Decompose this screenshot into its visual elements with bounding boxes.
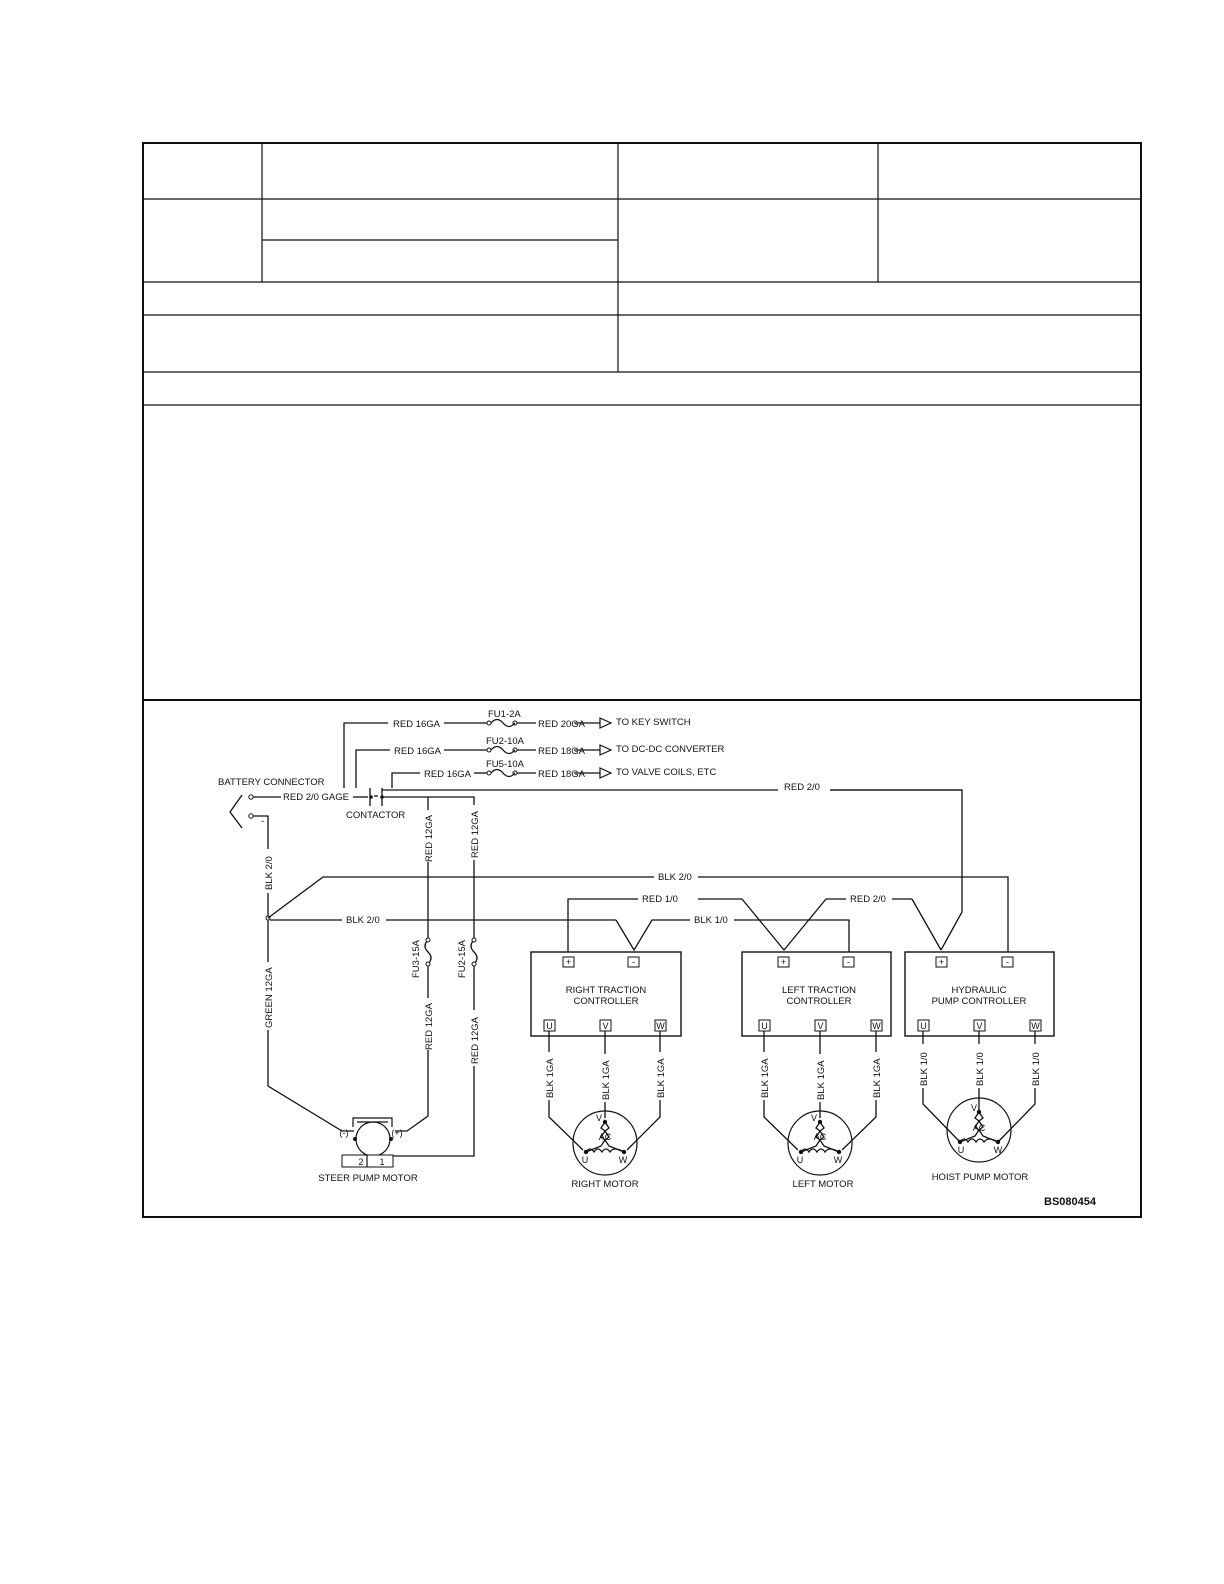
fuse-label-fu3: FU3-15A [411,939,422,978]
lm-phase-w-label: BLK 1GA [872,1058,883,1098]
ltc-label-line2: CONTROLLER [786,996,852,1007]
left-motor-label: LEFT MOTOR [792,1179,854,1190]
spm-pin2-label: 2 [358,1157,364,1167]
wire-label-green12: GREEN 12GA [264,967,275,1028]
ltc-u-terminal: U [761,1021,768,1031]
ltc-v-terminal: V [817,1021,824,1031]
lm-w-label: W [833,1155,843,1165]
wire-red2-0-to-hydraulic [830,790,962,950]
form-table [143,143,1141,1217]
fuse-label-fu2-side: FU2-15A [457,939,468,978]
wire-label-blk2-0-mid: BLK 2/0 [346,915,380,926]
rm-v-label: V [595,1113,603,1123]
rtc-v-terminal: V [602,1021,609,1031]
contactor [369,788,962,810]
ltc-minus-terminal: - [847,957,850,967]
fuse-fu1 [487,720,517,727]
battery-connector-label: BATTERY CONNECTOR [218,777,325,788]
hm-phase-u-label: BLK 1/0 [919,1052,930,1086]
steer-pump-motor-label: STEER PUMP MOTOR [318,1173,418,1184]
wire-label-red16-a: RED 16GA [393,719,440,730]
hpc-label-line2: PUMP CONTROLLER [931,996,1027,1007]
wire-label-red20: RED 20GA [538,719,585,730]
lm-phase-u-label: BLK 1GA [760,1058,771,1098]
ltc-label-line1: LEFT TRACTION [781,985,857,996]
wire-label-blk1-0: BLK 1/0 [694,915,728,926]
right-motor-symbol [573,1111,637,1175]
fuse-label-fu1: FU1-2A [488,709,521,720]
rtc-minus-terminal: - [632,957,635,967]
rm-phase-w-label: BLK 1GA [656,1058,667,1098]
steer-pump-motor-symbol [339,1118,393,1167]
right-motor-label: RIGHT MOTOR [571,1179,639,1190]
figure-id: BS080454 [1044,1196,1096,1208]
left-motor-symbol [788,1111,852,1175]
spm-pin1-label: 1 [379,1157,385,1167]
positive-traction-feeds [568,899,941,957]
hm-v-label: V [970,1103,978,1113]
fuse-fu2-top [487,747,517,754]
steer-pump-feed [393,860,477,1156]
hpc-minus-terminal: - [1006,957,1009,967]
rm-u-label: U [581,1155,589,1165]
wire-label-red18-a: RED 18GA [538,746,585,757]
rtc-label-line2: CONTROLLER [573,996,639,1007]
lm-phase-v-label: BLK 1GA [816,1060,827,1100]
rtc-w-terminal: W [656,1021,665,1031]
rm-phase-v-label: BLK 1GA [601,1060,612,1100]
hm-u-label: U [957,1145,965,1155]
wire-label-red2-0-gage: RED 2/0 GAGE [283,792,349,803]
lm-u-label: U [796,1155,804,1165]
wire-label-red12-2: RED 12GA [470,811,481,858]
wire-label-red12-4: RED 12GA [470,1017,481,1064]
contactor-label: CONTACTOR [346,810,406,821]
wire-label-red2-0-mid: RED 2/0 [850,894,886,905]
wire-label-blk2-0-vert: BLK 2/0 [264,856,275,890]
hm-w-label: W [993,1145,1003,1155]
wire-label-red12-3: RED 12GA [424,1003,435,1050]
rm-phase-u-label: BLK 1GA [545,1058,556,1098]
ltc-w-terminal: W [872,1021,881,1031]
svg-text:-: - [261,816,265,827]
ltc-plus-terminal: + [780,957,787,967]
hm-phase-v-label: BLK 1/0 [975,1052,986,1086]
dest-dcdc-converter: TO DC-DC CONVERTER [616,744,725,755]
hpc-u-terminal: U [920,1021,927,1031]
wire-label-red12-1: RED 12GA [424,815,435,862]
rtc-u-terminal: U [546,1021,553,1031]
rtc-label-line1: RIGHT TRACTION [565,985,647,996]
rm-w-label: W [618,1155,628,1165]
spm-pos-label: (+) [391,1128,403,1138]
wire-label-red1-0: RED 1/0 [642,894,678,905]
rtc-plus-terminal: + [565,957,572,967]
hpc-plus-terminal: + [938,957,945,967]
hpc-v-terminal: V [976,1021,983,1031]
hoist-pump-motor-label: HOIST PUMP MOTOR [931,1172,1029,1183]
wire-label-red18-b: RED 18GA [538,769,585,780]
dest-key-switch: TO KEY SWITCH [616,717,691,728]
lm-v-label: V [810,1113,818,1123]
hm-phase-w-label: BLK 1/0 [1031,1052,1042,1086]
wire-label-blk2-0-top: BLK 2/0 [658,872,692,883]
wire-label-red16-b: RED 16GA [394,746,441,757]
rm-ac-label: AC [598,1132,612,1142]
wire-label-red2-0-top: RED 2/0 [784,782,820,793]
hpc-w-terminal: W [1031,1021,1040,1031]
lm-ac-label: AC [813,1132,827,1142]
hpc-label-line1: HYDRAULIC [951,985,1007,996]
fuse-label-fu2-top: FU2-10A [486,736,525,747]
destination-arrows [600,718,611,778]
dest-valve-coils: TO VALVE COILS, ETC [616,767,717,778]
wire-label-red16-c: RED 16GA [424,769,471,780]
spm-neg-label: (-) [339,1128,349,1138]
fuse-fu5 [487,770,517,777]
fuse-label-fu5: FU5-10A [486,759,525,770]
hm-ac-label: AC [972,1123,986,1133]
phase-wires [549,1031,1035,1150]
